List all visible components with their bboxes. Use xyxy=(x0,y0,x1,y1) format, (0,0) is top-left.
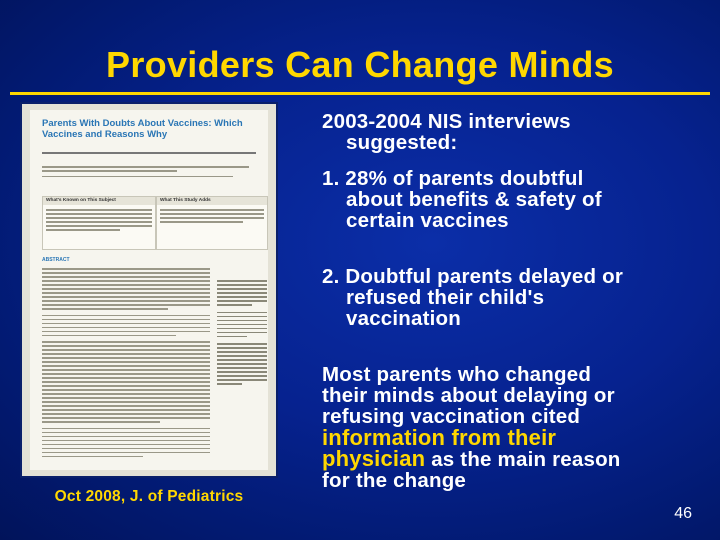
article-caption: Oct 2008, J. of Pediatrics xyxy=(54,488,244,505)
adds-box xyxy=(156,196,268,250)
conclusion-line1: Most parents who changed xyxy=(322,363,592,386)
article-title: Parents With Doubts About Vaccines: Which Vaccines and Reasons Why xyxy=(42,118,243,140)
article-thumbnail xyxy=(22,104,276,476)
conclusion-tail: as the main reason xyxy=(431,448,621,471)
point-2 xyxy=(322,266,702,329)
page-number: 46 xyxy=(674,505,692,522)
highlight-line2: physician xyxy=(322,446,426,471)
abstract-text-lines xyxy=(42,268,210,460)
article-page xyxy=(30,110,268,470)
intro-text xyxy=(322,111,702,153)
highlight-line1: information from their xyxy=(322,425,557,450)
adds-box-heading: What This Study Adds xyxy=(157,197,267,205)
point2-line1: 2. Doubtful parents delayed or xyxy=(322,265,624,288)
intro-line1: 2003-2004 NIS interviews xyxy=(322,110,571,133)
conclusion-line5: for the change xyxy=(322,469,467,492)
abstract-heading: ABSTRACT xyxy=(42,257,70,263)
point1-line2: about benefits & safety of xyxy=(346,188,602,211)
point1-line3: certain vaccines xyxy=(346,209,509,232)
title-underline xyxy=(10,92,710,95)
point2-line3: vaccination xyxy=(346,307,461,330)
intro-line2: suggested: xyxy=(346,131,458,154)
slide-title: Providers Can Change Minds xyxy=(106,44,614,85)
conclusion-line2: their minds about delaying or xyxy=(322,384,615,407)
known-box-heading: What's Known on This Subject xyxy=(43,197,155,205)
article-authors-lines xyxy=(42,152,267,156)
point2-line2: refused their child's xyxy=(346,286,545,309)
article-sidebar-lines xyxy=(217,280,267,387)
conclusion xyxy=(322,364,702,491)
point1-line1: 1. 28% of parents doubtful xyxy=(322,167,584,190)
article-affiliation-lines xyxy=(42,166,267,180)
point-1 xyxy=(322,168,702,231)
known-box xyxy=(42,196,156,250)
conclusion-line3: refusing vaccination cited xyxy=(322,405,581,428)
